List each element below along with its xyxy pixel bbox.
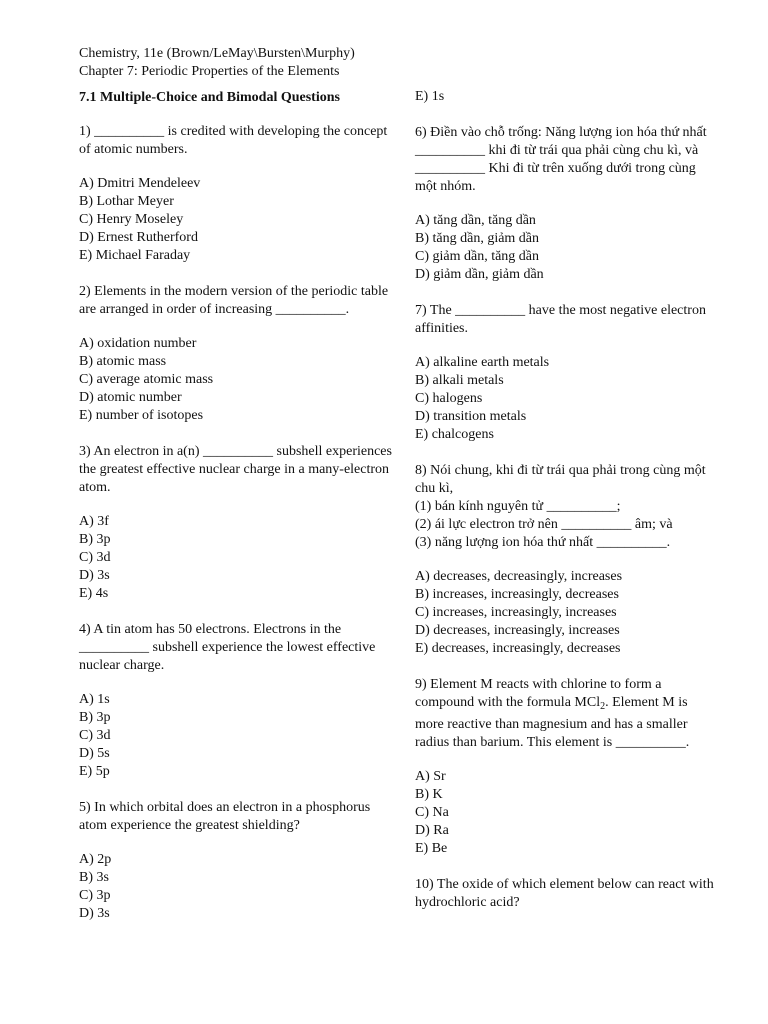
question-5 [79, 799, 397, 923]
question-1 [79, 123, 397, 265]
choice-b: B) increases, increasingly, decreases [415, 587, 619, 602]
choice-b: B) 3p [79, 710, 111, 725]
choice-d: D) 3s [79, 568, 110, 583]
left-column [79, 0, 397, 923]
question-stem [415, 676, 715, 752]
choice-a: A) oxidation number [79, 336, 197, 351]
choice-a: A) Dmitri Mendeleev [79, 176, 201, 191]
choice-b: B) 3s [79, 870, 109, 885]
choice-c: C) giảm dần, tăng dần [415, 249, 540, 264]
choice-d: D) Ernest Rutherford [79, 230, 198, 245]
choice-d: D) 3s [79, 906, 110, 921]
question-7 [415, 302, 715, 444]
choice-c: C) Na [415, 805, 449, 820]
statement-1: (1) bán kính nguyên tử __________; [415, 499, 621, 514]
choice-e: E) Michael Faraday [79, 248, 191, 263]
choice-list [79, 175, 397, 265]
choice-list [79, 335, 397, 425]
choice-list [415, 768, 715, 858]
question-stem: 10) The oxide of which element below can react with hydrochloric acid? [415, 877, 714, 910]
choice-d: D) transition metals [415, 409, 527, 424]
choice-c: C) halogens [415, 391, 483, 406]
choice-c: C) 3d [79, 728, 111, 743]
choice-a: A) 3f [79, 514, 109, 529]
choice-list [79, 851, 397, 923]
choice-e: E) Be [415, 841, 448, 856]
question-stem: 6) Điền vào chỗ trống: Năng lượng ion hóa thứ nhất __________ khi đi từ trái qua phải cùng chu kì, và __________ Khi đi từ trên xuống dưới trong cùng một nhóm. [415, 125, 707, 194]
chemical-formula: MCl$_2$ [574, 695, 606, 712]
choice-d: D) 5s [79, 746, 110, 761]
statement-2: (2) ái lực electron trở nên __________ âm; và [415, 517, 673, 532]
choice-list [415, 354, 715, 444]
question-stem: 7) The __________ have the most negative electron affinities. [415, 303, 706, 336]
stem-part-2: . Element M is more reactive than magnesium and has a smaller radius than barium. This element is __________. [415, 695, 690, 750]
question-stem: 8) Nói chung, khi đi từ trái qua phải trong cùng một chu kì, [415, 463, 706, 496]
choice-b: B) Lothar Meyer [79, 194, 174, 209]
choice-e: E) chalcogens [415, 427, 494, 442]
question-stem: 5) In which orbital does an electron in a phosphorus atom experience the greatest shielding? [79, 800, 371, 833]
choice-a: A) 1s [79, 692, 110, 707]
choice-e: E) number of isotopes [79, 408, 204, 423]
choice-d: D) Ra [415, 823, 449, 838]
choice-a: A) tăng dần, tăng dần [415, 213, 536, 228]
choice-a: A) alkaline earth metals [415, 355, 550, 370]
section-title: 7.1 Multiple-Choice and Bimodal Questions [79, 90, 340, 105]
choice-c: C) increases, increasingly, increases [415, 605, 617, 620]
question-stem: 1) __________ is credited with developing the concept of atomic numbers. [79, 124, 388, 157]
choice-list [79, 513, 397, 603]
choice-e: E) 1s [415, 89, 445, 104]
choice-d: D) decreases, increasingly, increases [415, 623, 620, 638]
question-3 [79, 443, 397, 603]
choice-b: B) atomic mass [79, 354, 167, 369]
choice-list [415, 212, 715, 284]
choice-b: B) 3p [79, 532, 111, 547]
choice-list [79, 691, 397, 781]
choice-d: D) atomic number [79, 390, 182, 405]
question-2 [79, 283, 397, 425]
question-stem: 2) Elements in the modern version of the periodic table are arranged in order of increasing __________. [79, 284, 389, 317]
choice-c: C) 3p [79, 888, 111, 903]
choice-e: E) decreases, increasingly, decreases [415, 641, 621, 656]
choice-b: B) K [415, 787, 443, 802]
choice-b: B) alkali metals [415, 373, 504, 388]
choice-a: A) 2p [79, 852, 112, 867]
question-stem: 4) A tin atom has 50 electrons. Electrons in the __________ subshell experience the lowest effective nuclear charge. [79, 622, 376, 673]
choice-c: C) average atomic mass [79, 372, 214, 387]
question-stem: 3) An electron in a(n) __________ subshell experiences the greatest effective nuclear charge in a many-electron atom. [79, 444, 392, 495]
statement-list [415, 498, 715, 552]
question-10 [415, 876, 715, 912]
right-column [415, 0, 715, 912]
chapter-title: Chapter 7: Periodic Properties of the Elements [79, 64, 340, 79]
formula-subscript: 2 [600, 701, 606, 712]
choice-c: C) 3d [79, 550, 111, 565]
choice-a: A) decreases, decreasingly, increases [415, 569, 623, 584]
question-9 [415, 676, 715, 858]
choice-b: B) tăng dần, giảm dần [415, 231, 540, 246]
choice-c: C) Henry Moseley [79, 212, 184, 227]
choice-a: A) Sr [415, 769, 446, 784]
statement-3: (3) năng lượng ion hóa thứ nhất __________. [415, 535, 671, 550]
choice-e: E) 4s [79, 586, 109, 601]
book-title: Chemistry, 11e (Brown/LeMay\Bursten\Murphy) [79, 46, 355, 61]
stem-part-1: 9) Element M reacts with chlorine to form a compound with the formula [415, 677, 662, 710]
choice-list-continued [415, 88, 715, 106]
question-4 [79, 621, 397, 781]
question-8 [415, 462, 715, 658]
choice-list [415, 568, 715, 658]
choice-d: D) giảm dần, giảm dần [415, 267, 544, 282]
choice-e: E) 5p [79, 764, 110, 779]
question-6 [415, 124, 715, 284]
